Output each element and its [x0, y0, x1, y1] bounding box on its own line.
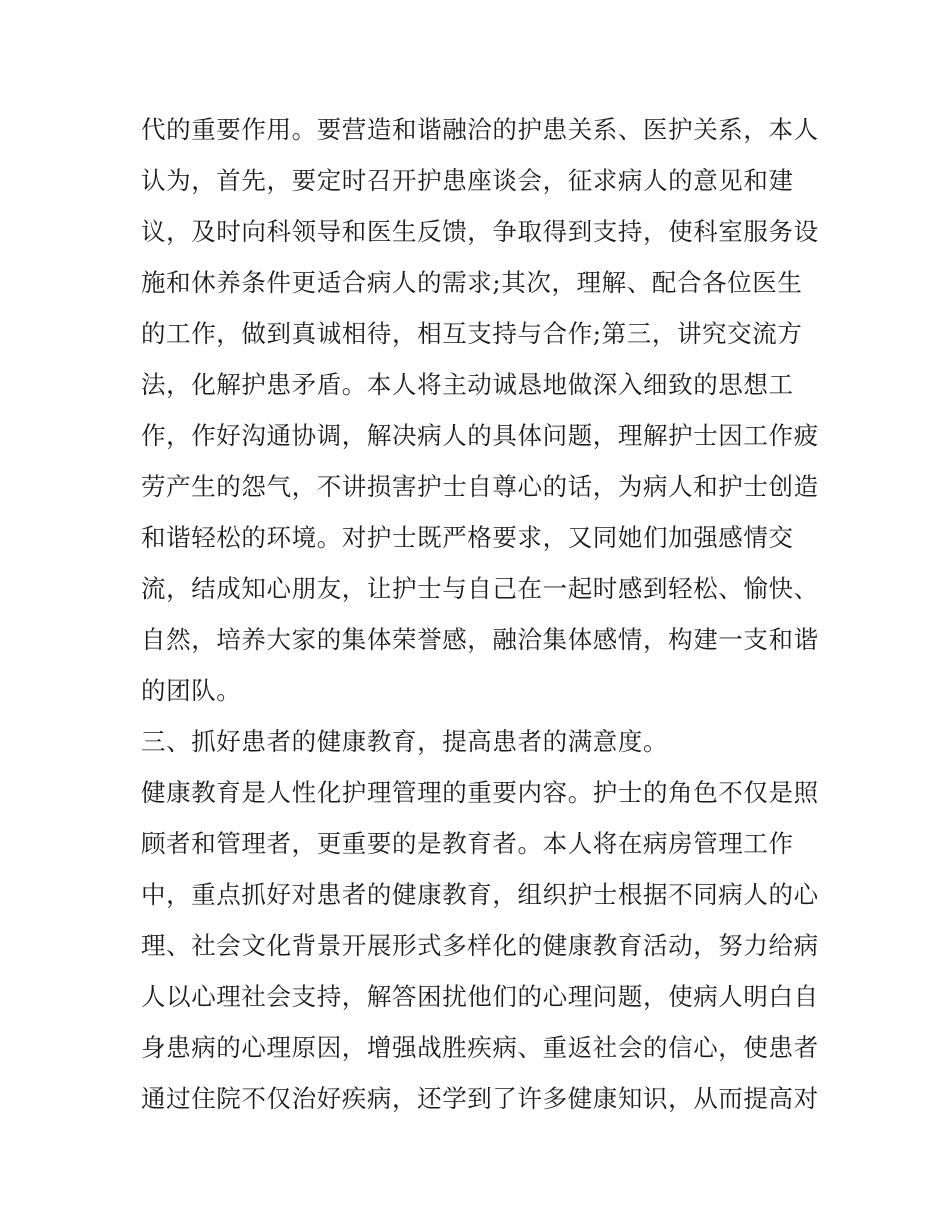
- document-body: [141, 104, 821, 1124]
- section-heading: 三、抓好患者的健康教育，提高患者的满意度。: [141, 727, 669, 756]
- text-line: 的团队。: [141, 676, 242, 705]
- text-line: 通过住院不仅治好疾病，还学到了许多健康知识，从而提高对: [141, 1084, 819, 1113]
- text-line: 理、社会文化背景开展形式多样化的健康教育活动，努力给病: [141, 931, 819, 960]
- text-line: 自然，培养大家的集体荣誉感，融洽集体感情，构建一支和谐: [141, 625, 819, 654]
- text-line: 议，及时向科领导和医生反馈，争取得到支持，使科室服务设: [141, 217, 819, 246]
- text-line: 人以心理社会支持，解答困扰他们的心理问题，使病人明白自: [141, 982, 819, 1011]
- text-line: 代的重要作用。要营造和谐融洽的护患关系、医护关系，本人: [141, 115, 819, 144]
- text-line: 施和休养条件更适合病人的需求;其次，理解、配合各位医生: [141, 268, 803, 297]
- text-line: 劳产生的怨气，不讲损害护士自尊心的话，为病人和护士创造: [141, 472, 819, 501]
- text-line: 法，化解护患矛盾。本人将主动诚恳地做深入细致的思想工: [141, 370, 794, 399]
- text-line: 和谐轻松的环境。对护士既严格要求，又同她们加强感情交: [141, 523, 794, 552]
- text-line: 作，作好沟通协调，解决病人的具体问题，理解护士因工作疲: [141, 421, 819, 450]
- text-line: 健康教育是人性化护理管理的重要内容。护士的角色不仅是照: [141, 778, 819, 807]
- text-line: 顾者和管理者，更重要的是教育者。本人将在病房管理工作: [141, 829, 794, 858]
- text-line: 中，重点抓好对患者的健康教育，组织护士根据不同病人的心: [141, 880, 819, 909]
- text-line: 流，结成知心朋友，让护士与自己在一起时感到轻松、愉快、: [141, 574, 819, 603]
- text-line: 身患病的心理原因，增强战胜疾病、重返社会的信心，使患者: [141, 1033, 819, 1062]
- text-line: 的工作，做到真诚相待，相互支持与合作;第三，讲究交流方: [141, 319, 803, 348]
- text-line: 认为，首先，要定时召开护患座谈会，征求病人的意见和建: [141, 166, 794, 195]
